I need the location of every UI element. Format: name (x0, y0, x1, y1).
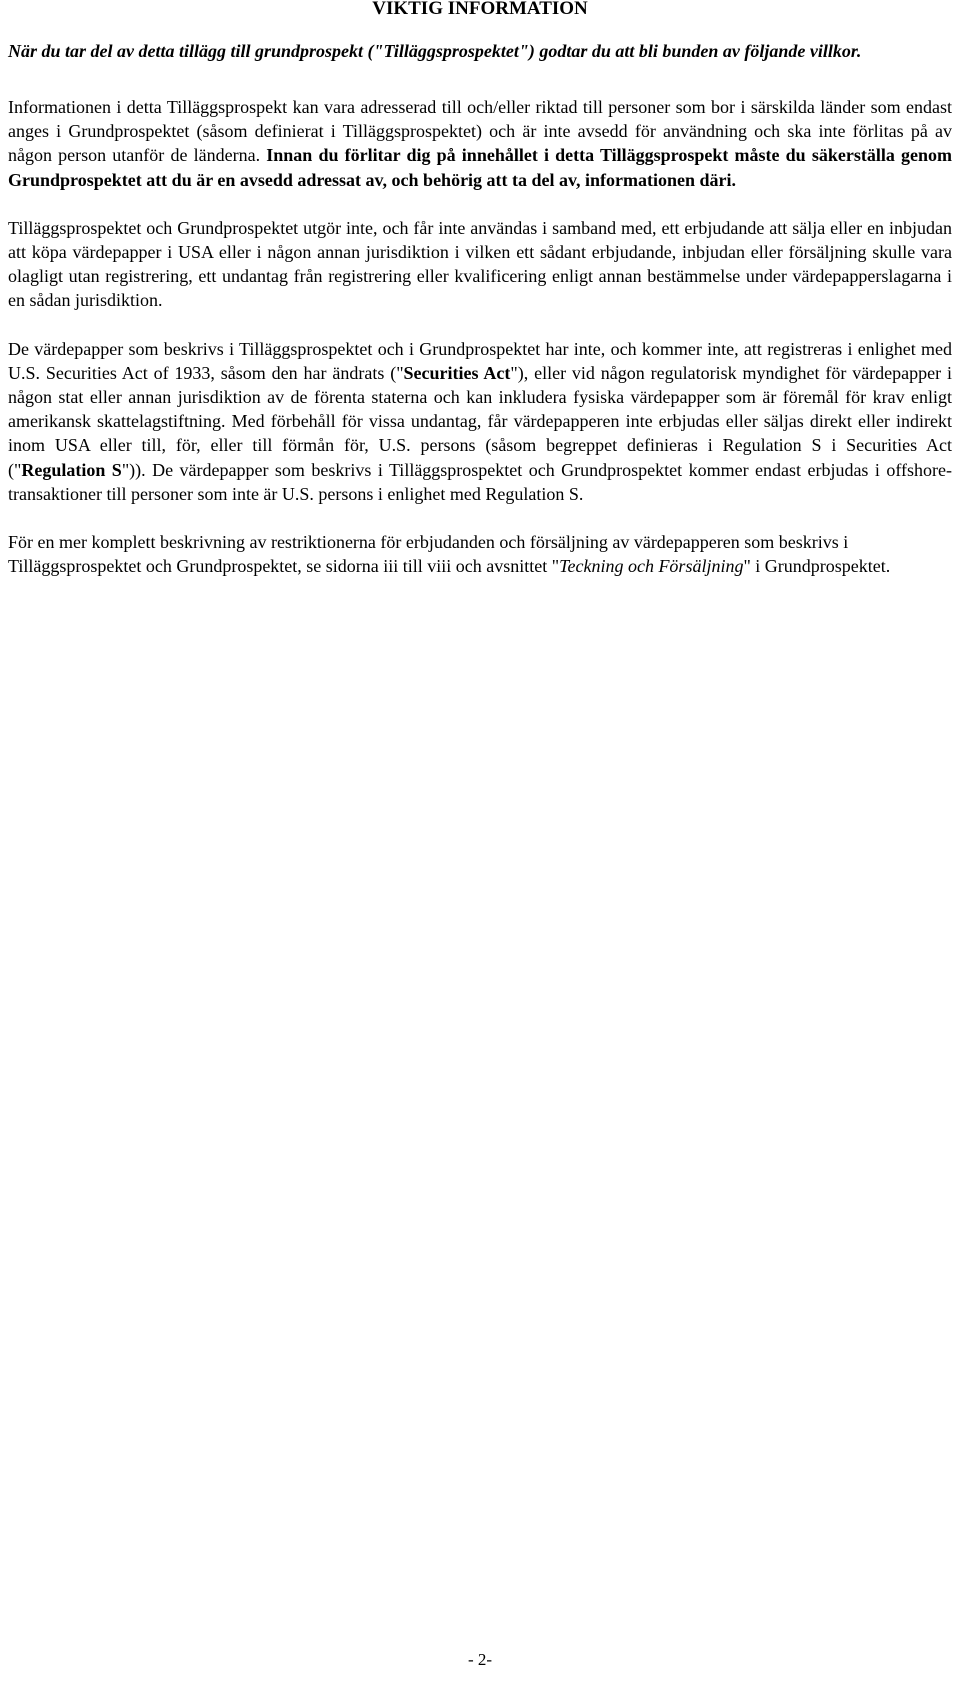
securities-act-term: Securities Act (403, 362, 511, 383)
paragraph-4 (8, 530, 952, 578)
section-reference: Teckning och Försäljning (559, 556, 744, 577)
paragraph-1 (8, 95, 952, 192)
intro-paragraph: När du tar del av detta tillägg till grundprospekt ("Tilläggsprospektet") godtar du att bli bunden av följande villkor. (8, 41, 862, 61)
page-title: VIKTIG INFORMATION (372, 0, 588, 19)
paragraph-3 (8, 337, 952, 506)
paragraph-2: Tilläggsprospektet och Grundprospektet utgör inte, och får inte användas i samband med, ett erbjudande att sälja eller en inbjudan att köpa värdepapper i USA eller i någon annan jurisdiktion i vilken ett sådant erbjudande, inbjudan eller försäljning skulle vara olagligt utan registrering, ett undantag från registrering eller kvalificering enligt annan bestämmelse under värdepapperslagarna i en sådan jurisdiktion. (8, 217, 952, 311)
paragraph-4-text-1: För en mer komplett beskrivning av restriktionerna för erbjudanden och försäljning av värdepapperen som beskrivs i Tilläggsprospektet och Grundprospektet, se sidorna iii till viii och avsnittet " (8, 532, 849, 577)
paragraph-3-text-2: "), eller vid någon regulatorisk myndighet för värdepapper i någon stat eller annan jurisdiktion av de förenta staterna och kan inkludera fysiska värdepapper som är föremål för krav enligt amerikansk skattelagstiftning. Med förbehåll för vissa undantag, får värdepapperen inte erbjudas eller säljas direkt eller indirekt inom USA eller till, för, eller till förmån för, U.S. persons (såsom begreppet definieras i Regulation S i Securities Act (" (8, 362, 953, 480)
page-number: - 2- (467, 1650, 493, 1669)
regulation-s-term: Regulation S (21, 459, 122, 480)
paragraph-1-text: Informationen i detta Tilläggsprospekt kan vara adresserad till och/eller riktad till personer som bor i särskilda länder som endast anges i Grundprospektet (såsom definierat i Tilläggsprospektet) och är inte avsedd för användning och ska inte förlitas på av någon person utanför de länderna. (8, 97, 952, 166)
document-page (8, 0, 952, 578)
paragraph-3-text-3: ")). De värdepapper som beskrivs i Tilläggsprospektet och Grundprospektet kommer endast erbjudas i offshore-transaktioner till personer som inte är U.S. persons i enlighet med Regulation S. (8, 459, 952, 504)
paragraph-1-bold: Innan du förlitar dig på innehållet i detta Tilläggsprospekt måste du säkerställa genom Grundprospektet att du är en avsedd adressat av, och behörig att ta del av, informationen däri. (8, 145, 952, 190)
paragraph-4-text-2: " i Grundprospektet. (743, 556, 891, 577)
paragraph-3-text-1: De värdepapper som beskrivs i Tilläggsprospektet och i Grundprospektet har inte, och kommer inte, att registreras i enlighet med U.S. Securities Act of 1933, såsom den har ändrats (" (8, 338, 952, 383)
